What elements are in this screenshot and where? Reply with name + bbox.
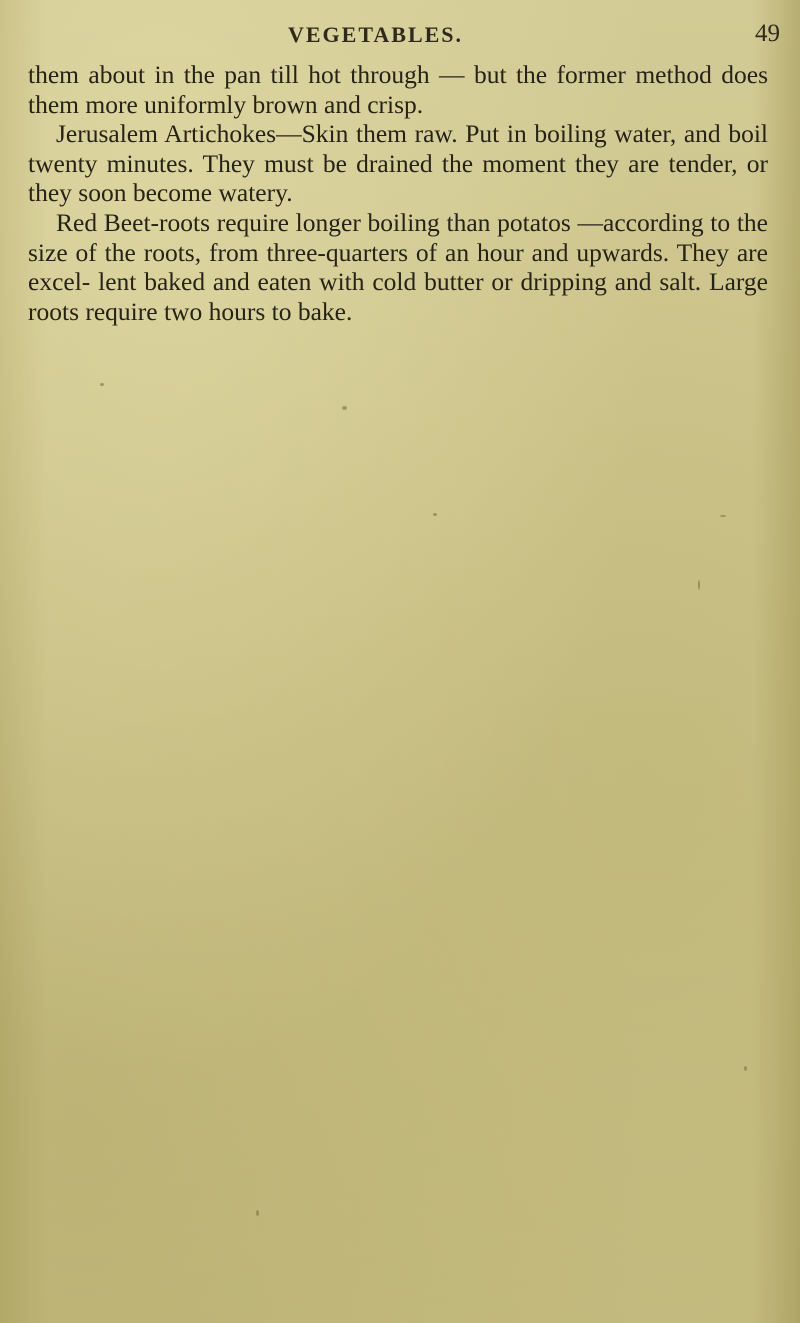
running-head bbox=[0, 14, 800, 54]
running-head-title: VEGETABLES. bbox=[288, 22, 464, 47]
paper-speck bbox=[720, 515, 726, 517]
paragraph-jerusalem-artichokes: Jerusalem Artichokes—Skin them raw. Put in boiling water, and boil twenty minutes. They must be drained the moment they are tender, or they soon become watery. bbox=[28, 119, 768, 208]
body-text bbox=[28, 60, 768, 326]
paper-speck bbox=[433, 513, 437, 516]
page-number: 49 bbox=[755, 20, 780, 47]
paper-speck bbox=[744, 1066, 747, 1071]
paragraph-red-beet-roots: Red Beet-roots require longer boiling than potatos —according to the size of the roots, from three-quarters of an hour and upwards. They are excel- lent baked and eaten with cold butter or dripping and salt. Large roots require two hours to bake. bbox=[28, 207, 768, 326]
paragraph-continuation: them about in the pan till hot through — but the former method does them more uniformly brown and crisp. bbox=[28, 60, 768, 119]
paper-speck bbox=[100, 383, 104, 386]
paper-speck bbox=[698, 580, 700, 590]
paper-speck bbox=[342, 406, 347, 410]
paper-speck bbox=[256, 1210, 259, 1216]
